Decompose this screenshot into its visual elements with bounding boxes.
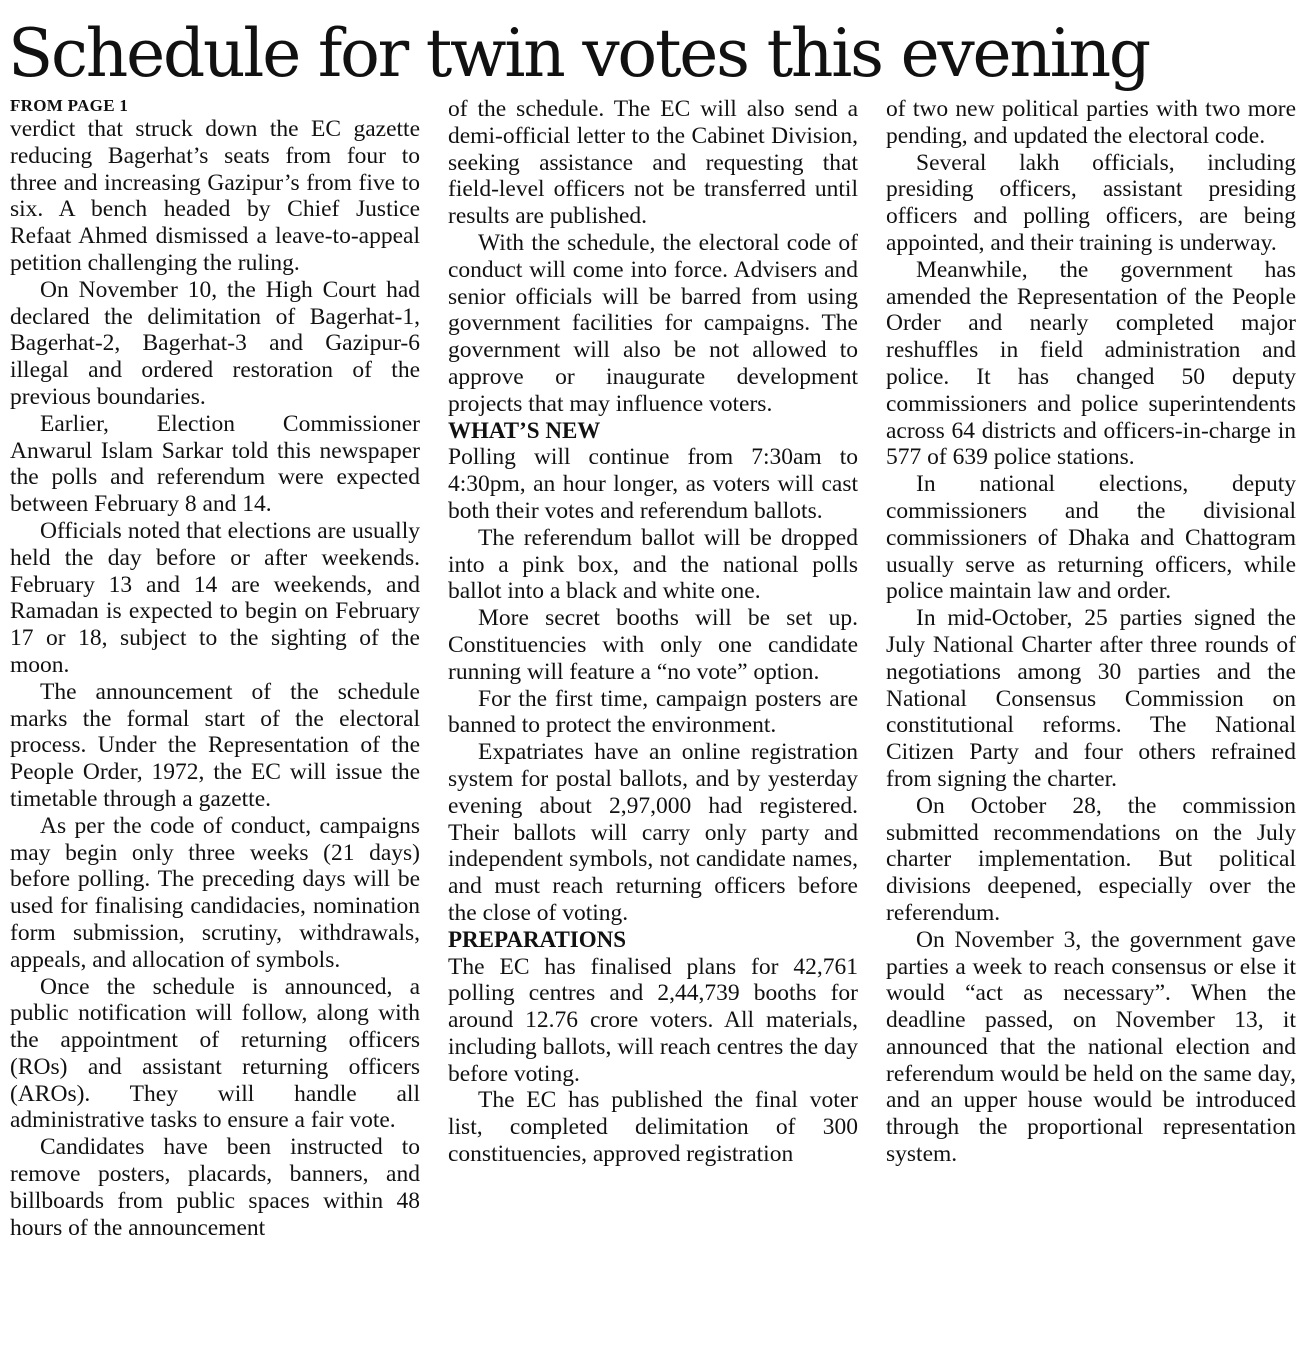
- paragraph: of two new political parties with two more pending, and updated the electoral code.: [886, 96, 1296, 149]
- paragraph: of the schedule. The EC will also send a demi-official letter to the Cabinet Division, seeking assistance and requesting that field-level officers not be transferred until results are published.: [448, 96, 858, 230]
- kicker: FROM PAGE 1: [10, 96, 129, 115]
- paragraph: For the first time, campaign posters are banned to protect the environment.: [448, 685, 858, 739]
- article-column-2: [448, 96, 858, 1168]
- subhead-preparations: PREPARATIONS: [448, 926, 627, 952]
- paragraph: Expatriates have an online registration system for postal ballots, and by yesterday evening about 2,97,000 had registered. Their ballots will carry only party and independent symbols, not candidate names, and must reach returning officers before the close of voting.: [448, 739, 858, 926]
- headline: Schedule for twin votes this evening: [8, 15, 1149, 92]
- paragraph: Polling will continue from 7:30am to 4:30pm, an hour longer, as voters will cast both their votes and referendum ballots.: [448, 444, 858, 524]
- paragraph: Candidates have been instructed to remove posters, placards, banners, and billboards from public spaces within 48 hours of the announcement: [10, 1134, 420, 1241]
- paragraph: Officials noted that elections are usually held the day before or after weekends. February 13 and 14 are weekends, and Ramadan is expected to begin on February 17 or 18, subject to the sighting of the moon.: [10, 517, 420, 678]
- paragraph: The referendum ballot will be dropped into a pink box, and the national polls ballot into a black and white one.: [448, 524, 858, 605]
- paragraph: Meanwhile, the government has amended the Representation of the People Order and nearly completed major reshuffles in field administration and police. It has changed 50 deputy commissioners and police superintendents across 64 districts and officers-in-charge in 577 of 639 police stations.: [886, 256, 1296, 471]
- paragraph: Earlier, Election Commissioner Anwarul Islam Sarkar told this newspaper the polls and referendum were expected between February 8 and 14.: [10, 410, 420, 518]
- paragraph: The EC has published the final voter list, completed delimitation of 300 constituencies, approved registration: [448, 1087, 858, 1168]
- paragraph: In mid-October, 25 parties signed the July National Charter after three rounds of negotiations among 30 parties and the National Consensus Commission on constitutional reforms. The National Citizen Party and four others refrained from signing the charter.: [886, 605, 1296, 792]
- paragraph: In national elections, deputy commissioners and the divisional commissioners of Dhaka and Chattogram usually serve as returning officers, while police maintain law and order.: [886, 471, 1296, 605]
- subhead-whats-new: WHAT’S NEW: [448, 417, 601, 443]
- article-column-1: [10, 96, 420, 1241]
- paragraph: On November 3, the government gave parties a week to reach consensus or else it would “act as necessary”. When the deadline passed, on November 13, it announced that the national election and referendum would be held on the same day, and an upper house would be introduced through the proportional representation system.: [886, 926, 1296, 1168]
- paragraph: More secret booths will be set up. Constituencies with only one candidate running will feature a “no vote” option.: [448, 605, 858, 685]
- article-column-3: [886, 96, 1296, 1168]
- paragraph: verdict that struck down the EC gazette reducing Bagerhat’s seats from four to three and increasing Gazipur’s from five to six. A bench headed by Chief Justice Refaat Ahmed dismissed a leave-to-appeal petition challenging the ruling.: [10, 116, 420, 276]
- paragraph: Several lakh officials, including presiding officers, assistant presiding officers and polling officers, are being appointed, and their training is underway.: [886, 149, 1296, 256]
- paragraph: On November 10, the High Court had declared the delimitation of Bagerhat-1, Bagerhat-2, Bagerhat-3 and Gazipur-6 illegal and ordered restoration of the previous boundaries.: [10, 276, 420, 410]
- paragraph: The announcement of the schedule marks the formal start of the electoral process. Under the Representation of the People Order, 1972, the EC will issue the timetable through a gazette.: [10, 678, 420, 812]
- paragraph: The EC has finalised plans for 42,761 polling centres and 2,44,739 booths for around 12.76 crore voters. All materials, including ballots, will reach centres the day before voting.: [448, 953, 858, 1087]
- paragraph: With the schedule, the electoral code of conduct will come into force. Advisers and senior officials will be barred from using government facilities for campaigns. The government will also be not allowed to approve or inaugurate development projects that may influence voters.: [448, 229, 858, 417]
- paragraph: Once the schedule is announced, a public notification will follow, along with the appointment of returning officers (ROs) and assistant returning officers (AROs). They will handle all administrative tasks to ensure a fair vote.: [10, 973, 420, 1134]
- paragraph: As per the code of conduct, campaigns may begin only three weeks (21 days) before polling. The preceding days will be used for finalising candidacies, nomination form submission, scrutiny, withdrawals, appeals, and allocation of symbols.: [10, 812, 420, 973]
- paragraph: On October 28, the commission submitted recommendations on the July charter implementation. But political divisions deepened, especially over the referendum.: [886, 792, 1296, 926]
